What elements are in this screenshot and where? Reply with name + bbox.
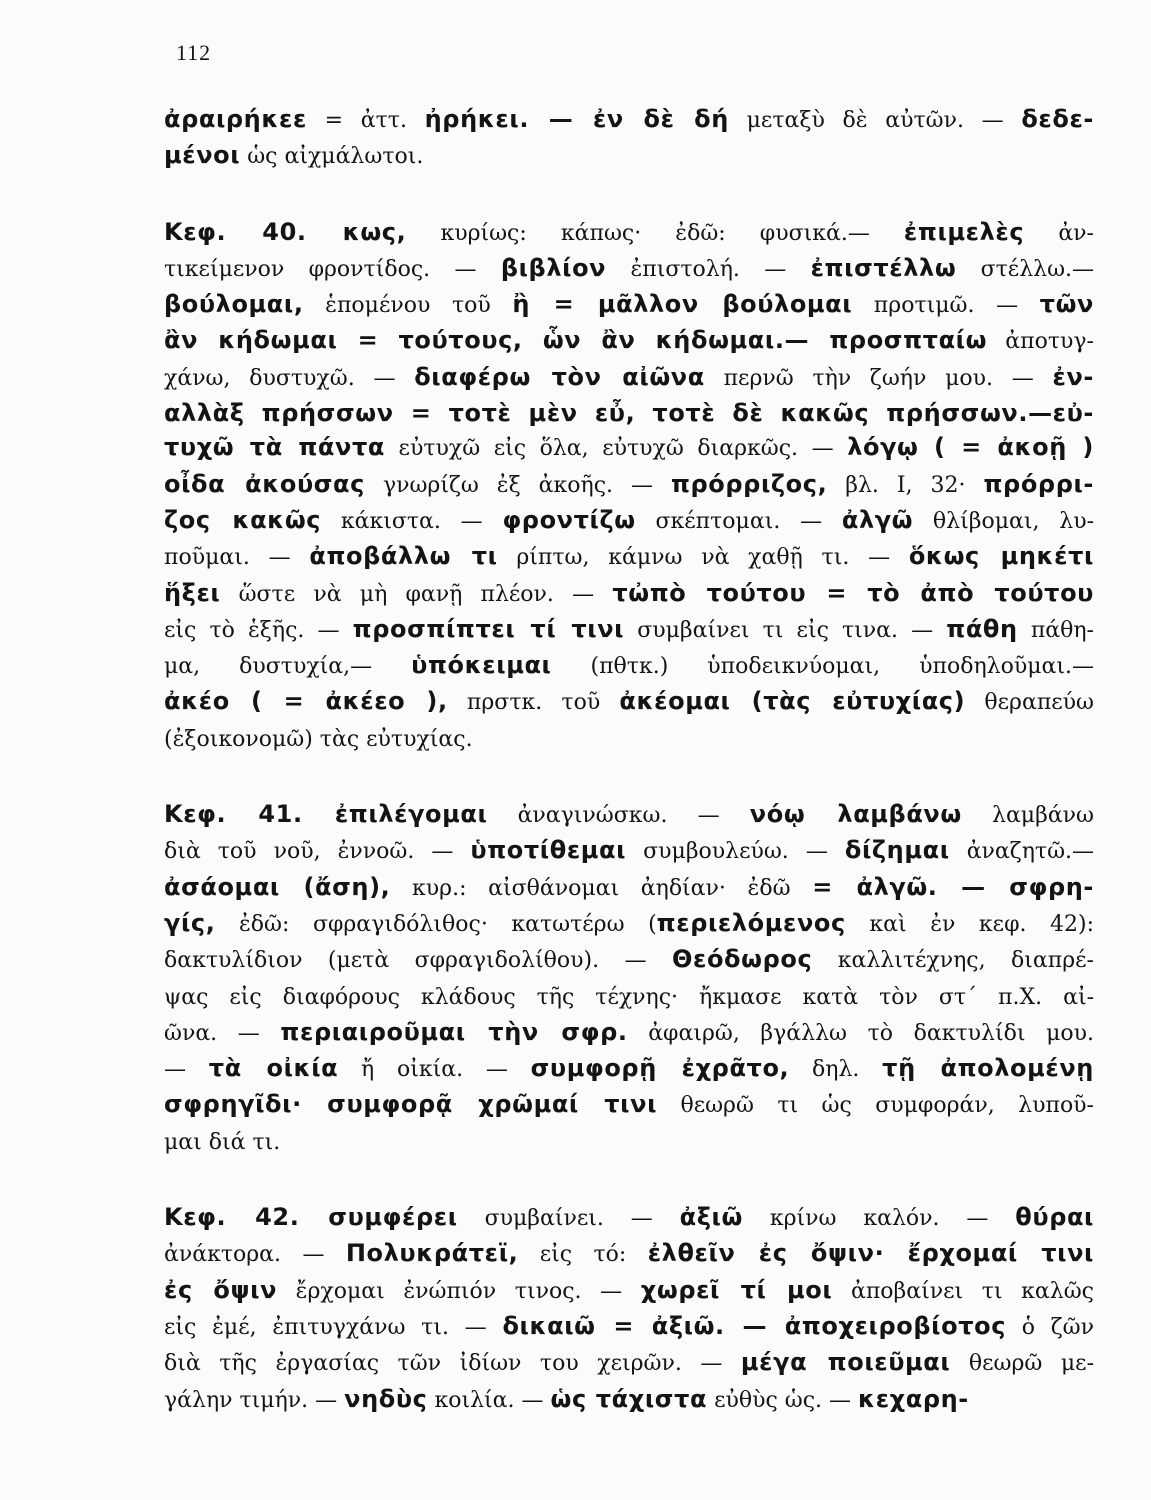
gloss-text: μα, δυστυχία,— — [164, 654, 412, 680]
text-line — [164, 1236, 1094, 1272]
page-number: 112 — [176, 40, 212, 65]
gloss-text: κάκιστα. — — [321, 508, 503, 534]
text-line — [164, 1382, 1094, 1418]
gloss-text: ἀποτυγ- — [987, 329, 1094, 355]
text-line — [164, 102, 1094, 138]
gloss-text: ἀφαιρῶ, βγάλλω τὸ δακτυλίδι μου. — [627, 1020, 1094, 1046]
gloss-text: στέλλω.— — [956, 256, 1095, 282]
gloss-text: ποῦμαι. — — [164, 545, 310, 571]
gloss-text: συμβουλεύω. — — [626, 839, 845, 865]
gloss-text: λαμβάνω — [961, 803, 1094, 829]
term-bold: περιελόμενος — [656, 908, 846, 937]
gloss-text: ἀν- — [1024, 220, 1094, 246]
text-line — [164, 323, 1094, 359]
gloss-text: μεταξὺ δὲ αὐτῶν. — — [728, 108, 1022, 133]
term-bold: ἥξει — [164, 578, 221, 607]
term-bold: προσπίπτει τί τινι — [352, 614, 625, 643]
gloss-text: ἐδῶ: σφραγιδόλιθος· κατωτέρω ( — [215, 911, 657, 937]
term-bold: ἀσάομαι (ἄση), — [164, 872, 391, 901]
gloss-text: κυρίως: κάπως· ἐδῶ: φυσικά.— — [406, 220, 904, 246]
paragraph — [164, 215, 1094, 757]
text-line — [164, 215, 1094, 251]
term-bold: ὑποτίθεμαι — [470, 836, 627, 865]
text-line — [164, 1200, 1094, 1236]
gloss-text: = ἀττ. — [306, 108, 425, 133]
text-line — [164, 648, 1094, 684]
term-bold: πρόρριζος, — [670, 469, 828, 498]
gloss-text: — — [164, 1057, 209, 1083]
term-bold: = ἀλγῶ. — σφρη- — [812, 872, 1094, 901]
term-bold: δεδε- — [1021, 105, 1094, 133]
gloss-text: χάνω, δυστυχῶ. — — [164, 365, 415, 391]
text-line — [164, 287, 1094, 323]
gloss-text: προτιμῶ. — — [852, 293, 1040, 319]
text-line — [164, 1051, 1094, 1087]
gloss-text: εἰς τό: — [518, 1242, 648, 1268]
term-bold: Κεφ. 42. συμφέρει — [164, 1203, 458, 1232]
text-line — [164, 1015, 1094, 1051]
term-bold: δικαιῶ = ἀξιῶ. — ἀποχειροβίοτος — [502, 1311, 1007, 1340]
term-bold: νόῳ λαμβάνω — [749, 800, 962, 829]
term-bold: Πολυκράτεϊ, — [345, 1239, 519, 1268]
term-bold: μένοι — [164, 141, 241, 170]
term-bold: περιαιροῦμαι τὴν σφρ. — [280, 1017, 628, 1046]
text-line — [164, 721, 1094, 757]
text-line — [164, 1345, 1094, 1381]
term-bold: χωρεῖ τί μοι — [640, 1275, 833, 1304]
term-bold: διαφέρω τὸν αἰῶνα — [414, 362, 705, 391]
gloss-text: ὥστε νὰ μὴ φανῇ πλέον. — — [220, 581, 613, 607]
gloss-text: πρστκ. τοῦ — [447, 690, 620, 716]
term-bold: Κεφ. 40. κως, — [164, 217, 407, 246]
term-bold: ἂν κήδωμαι = τούτους, ὧν ἂν κήδωμαι.— προσπταίω — [164, 326, 988, 355]
term-bold: τὠπὸ τούτου = τὸ ἀπὸ τούτου — [612, 578, 1094, 607]
text-line — [164, 467, 1094, 503]
term-bold: Θεόδωρος — [671, 945, 813, 974]
term-bold: συμφορῇ ἐχρᾶτο, — [530, 1054, 790, 1083]
term-bold: ἀκέο ( = ἀκέεο ), — [164, 687, 448, 716]
gloss-text: διὰ τῆς ἐργασίας τῶν ἰδίων του χειρῶν. — — [164, 1351, 741, 1377]
term-bold: ἐς ὄψιν — [164, 1275, 278, 1304]
term-bold: μέγα ποιεῦμαι — [740, 1348, 951, 1377]
gloss-text: ἔρχομαι ἐνώπιόν τινος. — — [277, 1278, 641, 1304]
term-bold: κεχαρη- — [858, 1384, 969, 1413]
term-bold: ἐπιμελὲς — [903, 217, 1025, 246]
term-bold: λόγῳ ( = ἀκοῇ ) — [847, 433, 1094, 462]
term-bold: ἐν- — [1052, 362, 1094, 391]
text-line — [164, 942, 1094, 978]
gloss-text: ρίπτω, κάμνω νὰ χαθῇ τι. — — [497, 545, 909, 571]
term-bold: ἢ = μᾶλλον βούλομαι — [512, 290, 853, 319]
term-bold: οἶδα ἀκούσας — [164, 469, 365, 498]
text-line — [164, 251, 1094, 287]
term-bold: ἠρήκει. — ἐν δὲ δή — [424, 105, 729, 133]
term-bold: βιβλίον — [500, 253, 607, 282]
gloss-text: κυρ.: αἰσθάνομαι ἀηδίαν· ἐδῶ — [390, 875, 813, 901]
term-bold: ἐλθεῖν ἐς ὄψιν· ἔρχομαί τινι — [647, 1239, 1094, 1268]
text-line — [164, 576, 1094, 612]
gloss-text: ῶνα. — — [164, 1020, 281, 1046]
gloss-text: εἰς τὸ ἑξῆς. — — [164, 617, 353, 643]
text-line — [164, 1273, 1094, 1309]
term-bold: ὅκως μηκέτι — [908, 542, 1094, 571]
term-bold: πάθη — [946, 614, 1018, 643]
term-bold: ἀραιρήκεε — [164, 105, 307, 133]
paragraph — [164, 1200, 1094, 1418]
gloss-text: ἀναγινώσκω. — — [487, 803, 750, 829]
term-bold: ὡς τάχιστα — [550, 1384, 708, 1413]
term-bold: τῇ ἀπολομένῃ — [882, 1054, 1094, 1083]
text-line — [164, 906, 1094, 942]
gloss-text: καλλιτέχνης, διαπρέ- — [812, 948, 1094, 974]
gloss-text: σκέπτομαι. — — [635, 508, 842, 534]
gloss-text: ἤ οἰκία. — — [338, 1057, 531, 1083]
text-line — [164, 1124, 1094, 1160]
gloss-text: γνωρίζω ἐξ ἀκοῆς. — — [364, 472, 671, 498]
gloss-text: τικείμενον φροντίδος. — — [164, 256, 501, 282]
paragraph-gap — [164, 175, 1094, 215]
term-bold: τὰ οἰκία — [208, 1054, 339, 1083]
term-bold: θύραι — [1015, 1203, 1095, 1232]
term-bold: γίς, — [164, 908, 216, 937]
term-bold: ἀλγῶ — [841, 505, 914, 534]
term-bold: ὑπόκειμαι — [411, 651, 552, 680]
gloss-text: διὰ τοῦ νοῦ, ἐννοῶ. — — [164, 839, 471, 865]
term-bold: τυχῶ τὰ πάντα — [164, 433, 385, 462]
text-line — [164, 138, 1094, 174]
gloss-text: ἀνάκτορα. — — [164, 1242, 346, 1268]
gloss-text: εὐτυχῶ εἰς ὅλα, εὐτυχῶ διαρκῶς. — — [384, 436, 848, 462]
paragraph-gap — [164, 1160, 1094, 1200]
gloss-text: δακτυλίδιον (μετὰ σφραγιδολίθου). — — [164, 948, 672, 974]
gloss-text: δηλ. — [789, 1057, 883, 1083]
gloss-text: θεραπεύω — [965, 690, 1094, 716]
term-bold: ἀξιῶ — [679, 1203, 743, 1232]
text-line — [164, 360, 1094, 396]
gloss-text: εὐθὺς ὡς. — — [707, 1387, 859, 1413]
term-bold: ἐπιστέλλω — [810, 253, 957, 282]
term-bold: Κεφ. 41. ἐπιλέγομαι — [164, 800, 488, 829]
term-bold: σφρηγῖδι· συμφορᾷ χρῶμαί τινι — [164, 1090, 658, 1119]
term-bold: ἀκέομαι (τὰς εὐτυχίας) — [619, 687, 966, 716]
gloss-text: (πθτκ.) ὑποδεικνύομαι, ὑποδηλοῦμαι.— — [551, 654, 1095, 680]
text-line — [164, 979, 1094, 1015]
gloss-text: συμβαίνει τι εἰς τινα. — — [624, 617, 947, 643]
term-bold: φροντίζω — [502, 505, 636, 534]
gloss-text: θλίβομαι, λυ- — [913, 508, 1094, 534]
term-bold: αλλὰξ πρήσσων = τοτὲ μὲν εὖ, τοτὲ δὲ κακῶς πρήσσων.—εὐ- — [164, 399, 1094, 428]
text-line — [164, 612, 1094, 648]
gloss-text: ὁ ζῶν — [1006, 1314, 1094, 1340]
gloss-text: θεωρῶ με- — [950, 1351, 1095, 1377]
term-bold: ἀποβάλλω τι — [309, 542, 498, 571]
gloss-text: ὡς αἰχμάλωτοι. — [240, 144, 424, 170]
text-line — [164, 797, 1094, 833]
gloss-text: εἰς ἐμέ, ἐπιτυγχάνω τι. — — [164, 1314, 503, 1340]
text-line — [164, 1087, 1094, 1123]
term-bold: βούλομαι, — [164, 290, 304, 319]
gloss-text: θεωρῶ τι ὡς συμφοράν, λυποῦ- — [657, 1093, 1094, 1119]
term-bold: τῶν — [1039, 290, 1094, 319]
term-bold: πρόρρι- — [983, 469, 1094, 498]
gloss-text: βλ. I, 32· — [827, 472, 984, 498]
paragraph — [164, 102, 1094, 175]
term-bold: νηδὺς — [344, 1384, 428, 1413]
page-text — [164, 102, 1094, 1418]
text-line — [164, 1309, 1094, 1345]
term-bold: ζος κακῶς — [164, 505, 322, 534]
term-bold: δίζημαι — [844, 836, 950, 865]
gloss-text: περνῶ τὴν ζωήν μου. — — [704, 365, 1053, 391]
gloss-text: ἀποβαίνει τι καλῶς — [832, 1278, 1094, 1304]
text-line — [164, 684, 1094, 720]
text-line — [164, 833, 1094, 869]
gloss-text: καὶ ἐν κεφ. 42): — [845, 911, 1095, 937]
text-line — [164, 870, 1094, 906]
gloss-text: γάλην τιμήν. — — [164, 1387, 345, 1413]
text-line — [164, 539, 1094, 575]
gloss-text: πάθη- — [1017, 617, 1094, 643]
gloss-text: ψας εἰς διαφόρους κλάδους τῆς τέχνης· ἤκμασε κατὰ τὸν στ΄ π.Χ. αἰ- — [164, 984, 1094, 1010]
gloss-text: μαι διά τι. — [164, 1129, 281, 1155]
text-line — [164, 396, 1094, 430]
gloss-text: κρίνω καλόν. — — [742, 1206, 1016, 1232]
gloss-text: συμβαίνει. — — [457, 1206, 680, 1232]
paragraph — [164, 797, 1094, 1160]
gloss-text: κοιλία. — — [427, 1387, 551, 1413]
text-line — [164, 503, 1094, 539]
gloss-text: (ἐξοικονομῶ) τὰς εὐτυχίας. — [164, 726, 473, 752]
gloss-text: ἐπιστολή. — — [606, 256, 811, 282]
paragraph-gap — [164, 757, 1094, 797]
text-line — [164, 430, 1094, 466]
gloss-text: ἑπομένου τοῦ — [303, 293, 513, 319]
gloss-text: ἀναζητῶ.— — [949, 839, 1094, 865]
